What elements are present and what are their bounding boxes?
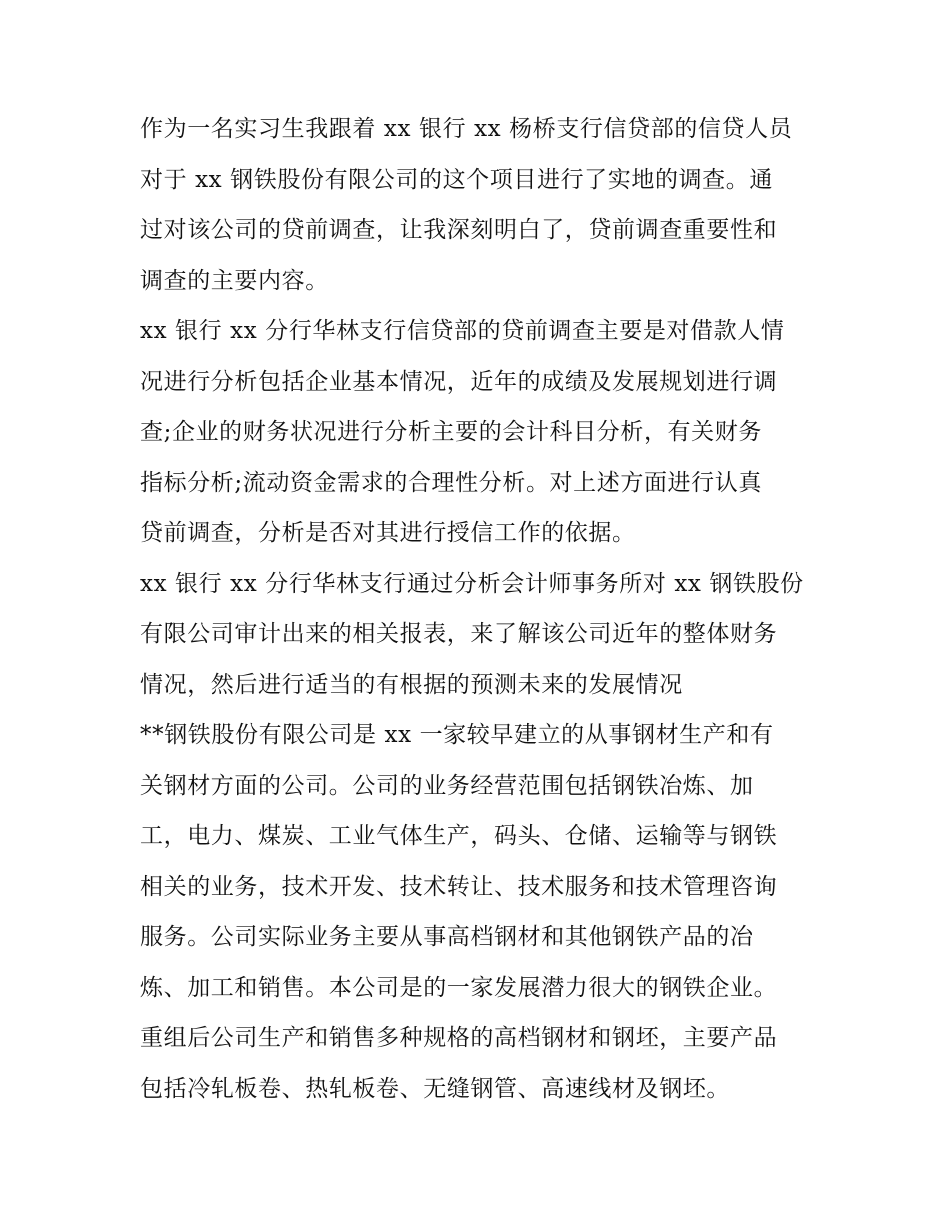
text-line: 有限公司审计出来的相关报表，来了解该公司近年的整体财务: [140, 621, 778, 647]
text-line: 贷前调查，分析是否对其进行授信工作的依据。: [140, 520, 636, 546]
text-line: xx 银行 xx 分行华林支行通过分析会计师事务所对 xx 钢铁股份: [140, 570, 804, 597]
text-line: 重组后公司生产和销售多种规格的高档钢材和钢坯，主要产品: [140, 1025, 778, 1051]
paragraph-pre-loan-survey: [140, 306, 820, 559]
text-line: 关钢材方面的公司。公司的业务经营范围包括钢铁冶炼、加: [140, 772, 754, 799]
paragraph-company-profile: [140, 710, 820, 1114]
text-line: 包括冷轧板卷、热轧板卷、无缝钢管、高速线材及钢坯。: [140, 1075, 730, 1102]
text-line: 况进行分析包括企业基本情况，近年的成绩及发展规划进行调: [140, 368, 778, 395]
paragraph-financial-analysis: [140, 559, 820, 711]
text-line: 调查的主要内容。: [140, 267, 329, 294]
text-line: **钢铁股份有限公司是 xx 一家较早建立的从事钢材生产和有: [140, 722, 774, 748]
text-line: 作为一名实习生我跟着 xx 银行 xx 杨桥支行信贷部的信贷人员: [140, 116, 793, 142]
text-line: 过对该公司的贷前调查，让我深刻明白了，贷前调查重要性和: [140, 217, 778, 243]
text-line: 指标分析;流动资金需求的合理性分析。对上述方面进行认真: [140, 469, 762, 496]
text-line: 相关的业务，技术开发、技术转让、技术服务和技术管理咨询: [140, 873, 778, 900]
text-line: 对于 xx 钢铁股份有限公司的这个项目进行了实地的调查。通: [140, 166, 773, 193]
text-line: 工，电力、煤炭、工业气体生产，码头、仓储、运输等与钢铁: [140, 823, 778, 849]
text-line: 情况，然后进行适当的有根据的预测未来的发展情况: [140, 671, 683, 698]
paragraph-internship-intro: [140, 104, 820, 306]
text-line: 服务。公司实际业务主要从事高档钢材和其他钢铁产品的冶: [140, 924, 754, 950]
text-line: xx 银行 xx 分行华林支行信贷部的贷前调查主要是对借款人情: [140, 318, 785, 344]
document-body: [140, 104, 820, 1114]
text-line: 炼、加工和销售。本公司是的一家发展潜力很大的钢铁企业。: [140, 974, 778, 1001]
text-line: 查;企业的财务状况进行分析主要的会计科目分析，有关财务: [140, 419, 762, 445]
